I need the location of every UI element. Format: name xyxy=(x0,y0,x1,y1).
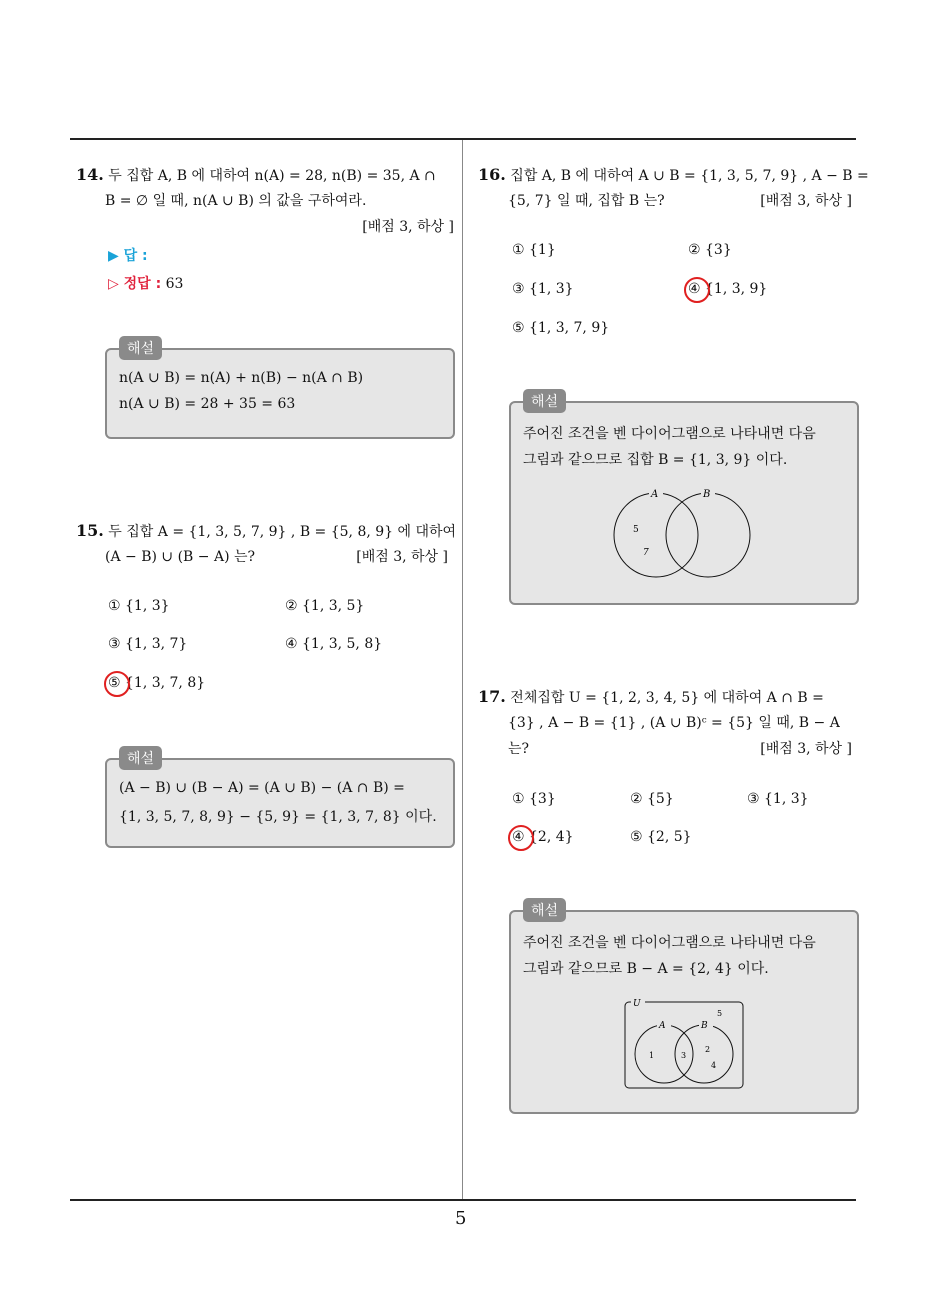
explanation-box xyxy=(105,751,455,848)
element-label: 7 xyxy=(643,548,649,558)
option-3[interactable]: ③ {1, 3} xyxy=(747,791,809,807)
venn-diagram xyxy=(619,994,747,1092)
question-text-line1: 집합 A, B 에 대하여 A ∪ B = {1, 3, 5, 7, 9} , A − B = xyxy=(510,168,869,184)
explanation-label: 해설 xyxy=(119,336,162,360)
option-3[interactable]: ③ {1, 3, 7} xyxy=(108,636,188,652)
bottom-rule xyxy=(70,1199,856,1201)
explanation-box xyxy=(509,903,859,1114)
option-1[interactable]: ① {3} xyxy=(512,791,556,807)
set-b-label: B xyxy=(701,1021,708,1031)
element-label: 4 xyxy=(711,1061,717,1070)
explanation-label: 해설 xyxy=(523,898,566,922)
option-5[interactable]: ⑤ {2, 5} xyxy=(630,829,692,845)
question-text-line1: 두 집합 A, B 에 대하여 n(A) = 28, n(B) = 35, A ∩ xyxy=(108,168,436,184)
option-1[interactable]: ① {1, 3} xyxy=(108,598,170,614)
answer-label: ▶ 답 : xyxy=(108,248,148,264)
explanation-line: 그림과 같으므로 집합 B = {1, 3, 9} 이다. xyxy=(523,452,788,468)
question-text-line2: {3} , A − B = {1} , (A ∪ B)ᶜ = {5} 일 때, B − A xyxy=(508,715,840,731)
column-divider xyxy=(462,140,463,1200)
question-number: 15. xyxy=(76,521,104,540)
option-5[interactable]: ⑤ {1, 3, 7, 9} xyxy=(512,320,610,336)
selected-answer-circle xyxy=(508,825,534,851)
selected-answer-circle xyxy=(104,671,130,697)
correct-answer: ▷ 정답 : 63 xyxy=(108,276,184,292)
explanation-box xyxy=(509,394,859,605)
top-rule xyxy=(70,138,856,140)
question-number: 17. xyxy=(478,687,506,706)
option-1[interactable]: ① {1} xyxy=(512,242,556,258)
points-tag: [배점 3, 하상 ] xyxy=(356,549,448,565)
set-b-circle xyxy=(666,493,750,577)
option-2[interactable]: ② {5} xyxy=(630,791,674,807)
explanation-line: n(A ∪ B) = n(A) + n(B) − n(A ∩ B) xyxy=(119,370,364,386)
points-tag: [배점 3, 하상 ] xyxy=(760,741,852,757)
explanation-line: 그림과 같으므로 B − A = {2, 4} 이다. xyxy=(523,961,769,977)
explanation-line: 주어진 조건을 벤 다이어그램으로 나타내면 다음 xyxy=(523,935,816,951)
question-text-line2: (A − B) ∪ (B − A) 는? xyxy=(105,549,256,565)
option-5[interactable]: ⑤ {1, 3, 7, 8} xyxy=(108,675,206,691)
explanation-line: n(A ∪ B) = 28 + 35 = 63 xyxy=(119,396,296,412)
points-tag: [배점 3, 하상 ] xyxy=(760,193,852,209)
page-number: 5 xyxy=(455,1208,467,1229)
set-a-label: A xyxy=(659,1021,666,1031)
option-2[interactable]: ② {3} xyxy=(688,242,732,258)
explanation-box xyxy=(105,341,455,439)
points-tag: [배점 3, 하상 ] xyxy=(362,219,454,235)
option-3[interactable]: ③ {1, 3} xyxy=(512,281,574,297)
set-a-circle xyxy=(614,493,698,577)
question-text-line2: {5, 7} 일 때, 집합 B 는? xyxy=(508,193,665,209)
venn-diagram xyxy=(611,483,761,583)
option-4[interactable]: ④ {1, 3, 5, 8} xyxy=(285,636,383,652)
element-label: 5 xyxy=(717,1009,723,1018)
explanation-label: 해설 xyxy=(523,389,566,413)
explanation-line: 주어진 조건을 벤 다이어그램으로 나타내면 다음 xyxy=(523,426,816,442)
option-4[interactable]: ④ {2, 4} xyxy=(512,829,574,845)
question-text-line1: 전체집합 U = {1, 2, 3, 4, 5} 에 대하여 A ∩ B = xyxy=(510,690,824,706)
explanation-line: (A − B) ∪ (B − A) = (A ∪ B) − (A ∩ B) = xyxy=(119,780,405,796)
set-b-label: B xyxy=(703,489,711,500)
set-a-label: A xyxy=(651,489,659,500)
universal-set-label: U xyxy=(633,999,641,1009)
question-text-line3: 는? xyxy=(508,741,530,757)
element-label: 3 xyxy=(681,1051,687,1060)
question-number: 14. xyxy=(76,165,104,184)
option-2[interactable]: ② {1, 3, 5} xyxy=(285,598,365,614)
element-label: 2 xyxy=(705,1045,711,1054)
selected-answer-circle xyxy=(684,277,710,303)
element-label: 5 xyxy=(633,525,639,535)
question-number: 16. xyxy=(478,165,506,184)
option-4[interactable]: ④ {1, 3, 9} xyxy=(688,281,768,297)
element-label: 1 xyxy=(649,1051,655,1060)
question-text-line2: B = ∅ 일 때, n(A ∪ B) 의 값을 구하여라. xyxy=(105,193,367,209)
explanation-label: 해설 xyxy=(119,746,162,770)
question-text-line1: 두 집합 A = {1, 3, 5, 7, 9} , B = {5, 8, 9} 에 대하여 xyxy=(108,524,457,540)
explanation-line: {1, 3, 5, 7, 8, 9} − {5, 9} = {1, 3, 7, 8} 이다. xyxy=(119,809,437,825)
